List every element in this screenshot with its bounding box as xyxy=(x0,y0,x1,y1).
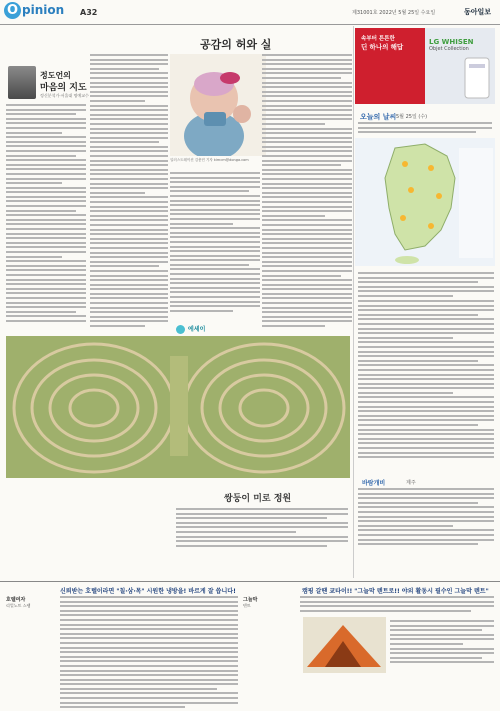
weather-date: 5월 25일 (수) xyxy=(396,114,428,120)
page-number: A32 xyxy=(80,8,98,17)
right-ad-sublabel: 텐트 xyxy=(243,603,251,608)
article-title: 공감의 허와 실 xyxy=(200,38,272,51)
column-name: 마음의 지도 xyxy=(40,83,87,93)
illustration-heads xyxy=(170,54,266,156)
ad-subtitle: Objet Collection xyxy=(429,46,469,52)
ad-tagline: 속부터 튼튼한 xyxy=(361,36,395,42)
left-ad-label: 호텔여자 xyxy=(6,597,26,603)
left-ad-sublabel: 리얼노트 스팸 xyxy=(6,603,31,608)
article-column-4 xyxy=(262,54,352,330)
article-column-1 xyxy=(6,104,86,325)
bottom-ad-headline-right: 캠핑 갈땐 쿄타이!! "그늘막 텐트로!! 야외 활동시 필수인 그늘막 텐트" xyxy=(302,588,489,595)
illustration-caption: 일러스트레이션 김충민 기자 kimcm@donga.com xyxy=(170,158,249,162)
newspaper-name: 동아일보 xyxy=(464,8,492,16)
article-column-2 xyxy=(90,54,168,330)
column-location: 제주 xyxy=(406,480,416,486)
essay-title: 쌍둥이 미로 정원 xyxy=(224,494,292,504)
right-ad-body xyxy=(300,596,494,614)
weather-title: 오늘의 날씨 xyxy=(360,113,397,121)
tent-photo xyxy=(303,617,386,673)
left-ad-body xyxy=(60,596,238,711)
weather-summary xyxy=(358,122,492,136)
section-logo-o: O xyxy=(4,2,21,19)
weather-map xyxy=(355,138,495,266)
advertisement-air-conditioner[interactable] xyxy=(355,28,495,104)
weather-detail-text xyxy=(358,272,494,300)
column-body xyxy=(358,488,494,548)
ad-headline: 딘 하나의 해답 xyxy=(361,43,404,51)
author-name: 정도언의 xyxy=(40,71,71,80)
author-role: 정신분석가·서울대 명예교수 xyxy=(40,93,89,98)
column-title: 바람개비 xyxy=(362,480,386,487)
essay-label: 에세이 xyxy=(188,326,206,333)
ad-brand: LG WHISEN xyxy=(429,38,474,46)
essay-section-icon xyxy=(176,325,185,334)
right-column-text xyxy=(358,300,494,461)
section-title: pinion xyxy=(22,3,65,17)
right-ad-label: 그늘막 xyxy=(243,597,258,603)
maze-garden-photo xyxy=(6,336,350,478)
author-photo xyxy=(8,66,36,99)
bottom-ad-headline-left: 신뢰받는 호텔이라면 "칠·삼·목" 시원한 냉방을! 바르게 잘 씁니다! xyxy=(60,588,236,595)
article-column-3 xyxy=(170,172,260,314)
issue-date: 제31001호 2022년 5월 25일 수요일 xyxy=(352,10,436,16)
tent-spec-text xyxy=(390,620,494,666)
air-conditioner-icon xyxy=(463,56,491,100)
ad-section-divider xyxy=(0,581,500,582)
essay-body xyxy=(176,508,348,549)
